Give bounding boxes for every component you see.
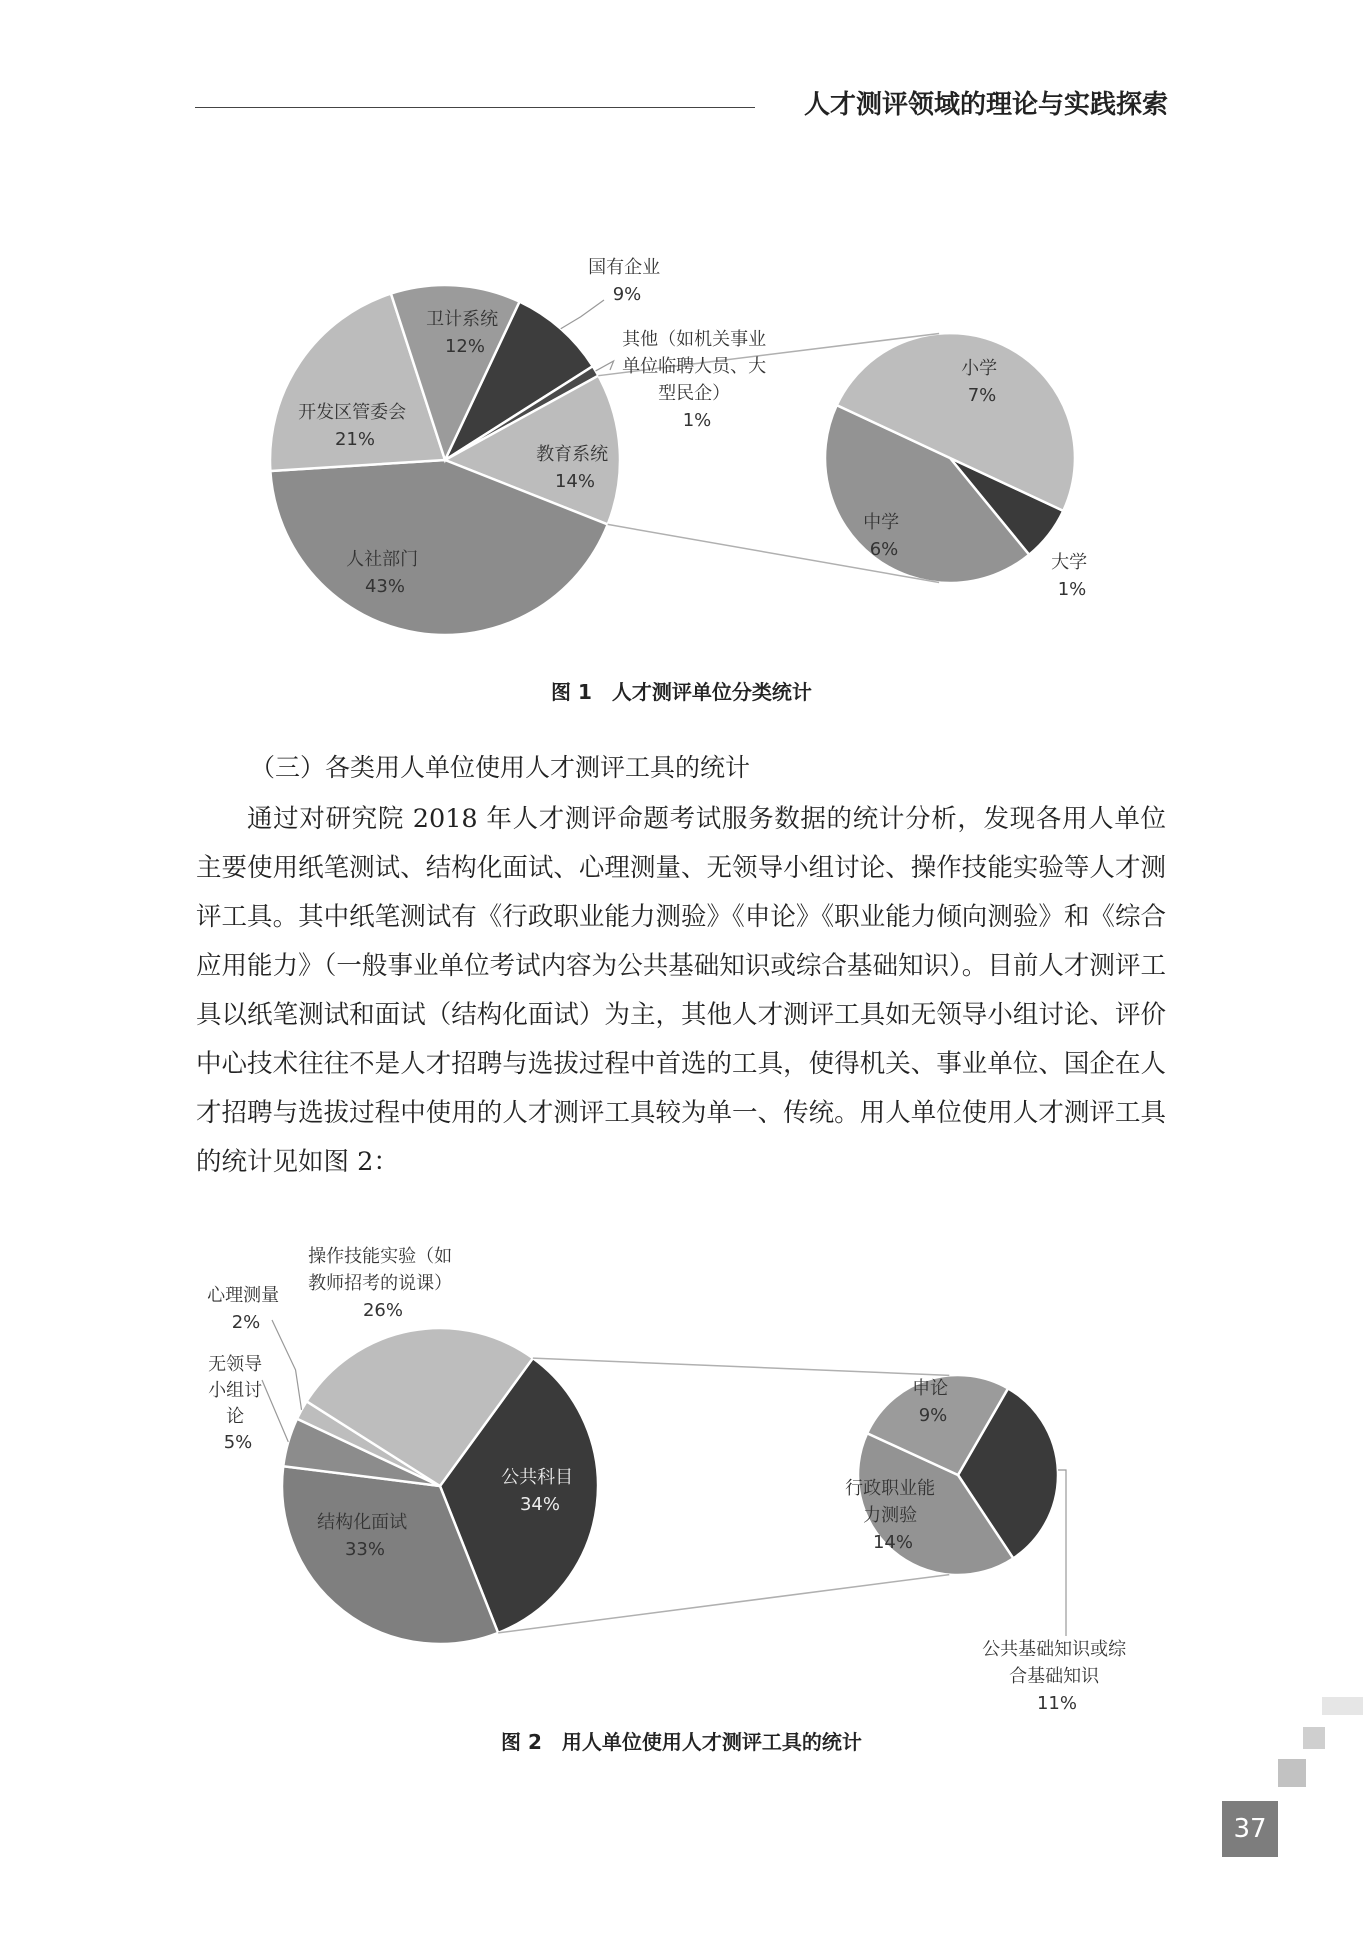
label-weiji-line-1: 卫计系统 <box>426 309 499 330</box>
label-weiji-line-2: 12% <box>444 336 486 357</box>
chart2-leader-xinli <box>272 1320 302 1410</box>
label-caozuo <box>308 1246 458 1321</box>
label-zhongxue-line-2: 6% <box>869 539 899 560</box>
corner-decoration-3 <box>1278 1759 1306 1787</box>
label-xiaoxue-line-2: 7% <box>967 385 997 406</box>
corner-decoration-1 <box>1322 1697 1363 1715</box>
label-jiaoyu-line-2: 14% <box>554 471 596 492</box>
label-kaifa-line-1: 开发区管委会 <box>298 402 407 423</box>
figure-2-caption: 图 2 用人单位使用人才测评工具的统计 <box>501 1730 862 1754</box>
label-gonggong-line-1: 公共科目 <box>501 1467 574 1488</box>
label-xinli-line-2: 2% <box>231 1312 261 1333</box>
label-xiaoxue-line-1: 小学 <box>961 358 998 379</box>
running-header-title: 人才测评领域的理论与实践探索 <box>803 90 1168 120</box>
header-rule <box>195 107 755 108</box>
label-wulingdao-line-1: 无领导 <box>208 1354 263 1375</box>
label-wulingdao-line-2: 小组讨 <box>208 1380 263 1401</box>
label-daxue <box>1051 552 1093 600</box>
label-xingce-line-3: 14% <box>872 1532 914 1553</box>
label-xinli <box>207 1285 285 1333</box>
label-daxue-line-1: 大学 <box>1051 552 1088 573</box>
label-qita <box>622 329 772 431</box>
label-qita-line-4: 1% <box>682 410 712 431</box>
label-guoyou-line-2: 9% <box>612 284 642 305</box>
chart2-connector-top <box>533 1358 949 1375</box>
label-jiaoyu-line-1: 教育系统 <box>536 444 609 465</box>
body-paragraph: 通过对研究院 2018 年人才测评命题考试服务数据的统计分析，发现各用人单位主要使用纸笔测试、结构化面试、心理测量、无领导小组讨论、操作技能实验等人才测评工具。其中纸笔测试有《行政职业能力测验》《申论》《职业能力倾向测验》和《综合应用能力》（一般事业单位考试内容为公共基础知识或综合基础知识）。目前人才测评工具以纸笔测试和面试（结构化面试）为主，其他人才测评工具如无领导小组讨论、评价中心技术往往不是人才招聘与选拔过程中首选的工具，使得机关、事业单位、国企在人才招聘与选拔过程中使用的人才测评工具较为单一、传统。用人单位使用人才测评工具的统计见如图 2： <box>196 804 1166 1177</box>
label-jichu-line-3: 11% <box>1036 1693 1078 1714</box>
figure-2-pie-of-pie-chart <box>0 1230 1363 1720</box>
label-jichu <box>982 1639 1132 1714</box>
chart2-leader-jichu <box>1058 1470 1066 1636</box>
label-xingce-line-1: 行政职业能 <box>845 1478 936 1499</box>
label-qita-line-3: 型民企） <box>658 383 731 404</box>
label-jichu-line-2: 合基础知识 <box>1009 1666 1100 1687</box>
label-wulingdao-line-3: 论 <box>226 1406 245 1427</box>
corner-decoration-2 <box>1303 1727 1325 1749</box>
label-renshe-line-1: 人社部门 <box>346 549 419 570</box>
label-xingce-line-2: 力测验 <box>863 1505 918 1526</box>
label-caozuo-line-3: 26% <box>362 1300 404 1321</box>
figure-1-caption: 图 1 人才测评单位分类统计 <box>551 680 812 704</box>
label-jiegou-line-2: 33% <box>344 1539 386 1560</box>
label-zhongxue-line-1: 中学 <box>863 512 900 533</box>
chart1-leader-qita <box>596 361 614 371</box>
page-number: 37 <box>1222 1801 1278 1857</box>
chart1-leader-guoyou <box>561 300 604 329</box>
label-daxue-line-2: 1% <box>1057 579 1087 600</box>
label-xinli-line-1: 心理测量 <box>207 1285 280 1306</box>
label-caozuo-line-1: 操作技能实验（如 <box>308 1246 453 1267</box>
figure-1-pie-of-pie-chart <box>0 250 1363 670</box>
label-guoyou-line-1: 国有企业 <box>588 257 661 278</box>
label-wulingdao <box>208 1354 268 1453</box>
label-caozuo-line-2: 教师招考的说课） <box>308 1273 453 1294</box>
label-wulingdao-line-4: 5% <box>223 1432 253 1453</box>
label-qita-line-2: 单位临聘人员、大 <box>622 356 767 377</box>
body-text <box>196 795 1166 1187</box>
label-gonggong-line-2: 34% <box>519 1494 561 1515</box>
label-jiegou-line-1: 结构化面试 <box>317 1512 408 1533</box>
label-guoyou <box>588 257 666 305</box>
label-kaifa-line-2: 21% <box>334 429 376 450</box>
label-renshe-line-2: 43% <box>364 576 406 597</box>
section-heading: （三）各类用人单位使用人才测评工具的统计 <box>250 753 751 782</box>
label-shenlun-line-1: 申论 <box>912 1378 949 1399</box>
label-shenlun-line-2: 9% <box>918 1405 948 1426</box>
label-qita-line-1: 其他（如机关事业 <box>622 329 767 350</box>
label-jichu-line-1: 公共基础知识或综 <box>982 1639 1127 1660</box>
